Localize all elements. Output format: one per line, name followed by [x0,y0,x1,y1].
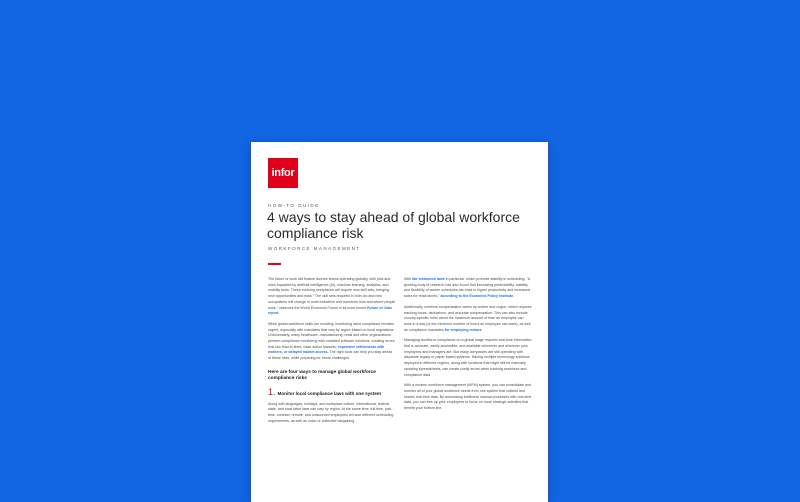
compliance-text-end: The right tools can help you stay ahead of these risks, while preparing for future challenges. [268,350,393,361]
global-stage-paragraph: Managing workforce compliance on a global stage requires real-time information that is accurate, easily accessible, and available whenever and wherever your employees and managers are. But many companies are still operating with disparate legacy or paper-based systems. Having multiple technology solutions deployed in different regions, along with locations that might still be manually updating spreadsheets, can create costly errors when tracking workforce and compliance data. [404,338,532,377]
fair-workweek-paragraph [404,277,532,300]
minors-link[interactable]: for employing minors. [444,327,483,332]
settlements-link[interactable]: expensive settlements with workers, or delayed market access. [268,344,385,355]
step-heading [268,386,396,397]
intro-paragraph [268,277,396,317]
compliance-paragraph [268,322,396,362]
wfm-paragraph: With a modern workforce management (WFM) system, you can consolidate and monitor all of your global workforce needs from one system that collects and shares real-time data. By automating inefficient manual processes with real-time data, you can free up your employees to focus on more strategic activities that benefit your bottom line. [404,383,532,411]
step-number: 1. [268,386,276,397]
step-title: Monitor local compliance laws with one system [277,390,381,396]
section-heading: Here are four ways to manage global workforce compliance risks [268,369,376,382]
compliance-text: While global workforce skills are evolving, monitoring labor compliance remains urgent, especially with mandates that vary by region based on local regulations. Unfortunately, many healthcare, manufacturing, retail and other organizations perform compliance monitoring with outdated software solutions, creating errors that can lead to fines, class action lawsuits, [268,321,395,349]
epi-link[interactable]: according to the Economic Policy Institute. [440,294,515,299]
intro-text: The future of work will feature diverse teams operating globally, with jobs and roles impacted by artificial intelligence (AI), machine learning, analytics, and mobility tools. These evolving workplaces will require new skill sets, bringing new opportunities and risks. "The skill sets required in both old and new occupations will change in most industries and transform how and where people work," observes the World Economic Forum in its most recent [268,277,396,310]
document-subtitle: WORKFORCE MANAGEMENT [268,246,361,251]
fair-workweek-pre: With [404,277,412,281]
document-title: 4 ways to stay ahead of global workforce compliance risk [267,209,520,241]
document-page [251,142,548,502]
title-rule [268,263,281,265]
overtime-paragraph [404,305,532,334]
future-of-jobs-link[interactable]: Future of Jobs report. [268,305,393,316]
left-column [268,277,396,429]
infor-logo: infor [268,158,298,188]
step-paragraph: Along with languages, holidays, and workplace culture, international, federal, state, and local labor laws can vary by region. At the same time, full-time, part-time, contract, remote, and outsourced employees all have different scheduling requirements, as well as union or collective bargaining [268,401,394,423]
fair-workweek-link[interactable]: fair workweek laws [412,277,445,281]
overtime-text: Additionally, overtime compensation varies by worker and region, which requires tracking hours, deductions, and accurate compensation. This can also include country-specific rules about the maximum amount of time an employee can work in a day (or the minimum number of hours an employee can work), as well as compliance mandates [404,304,532,332]
document-eyebrow: HOW-TO GUIDE [268,203,320,208]
right-column [404,277,532,417]
fair-workweek-text: in particular, which promote stability in scheduling, "A growing body of research has also found that increasing predictability, stability, and flexibility of worker schedules can lead to higher productivity and increased sales for retail stores," [404,277,530,299]
